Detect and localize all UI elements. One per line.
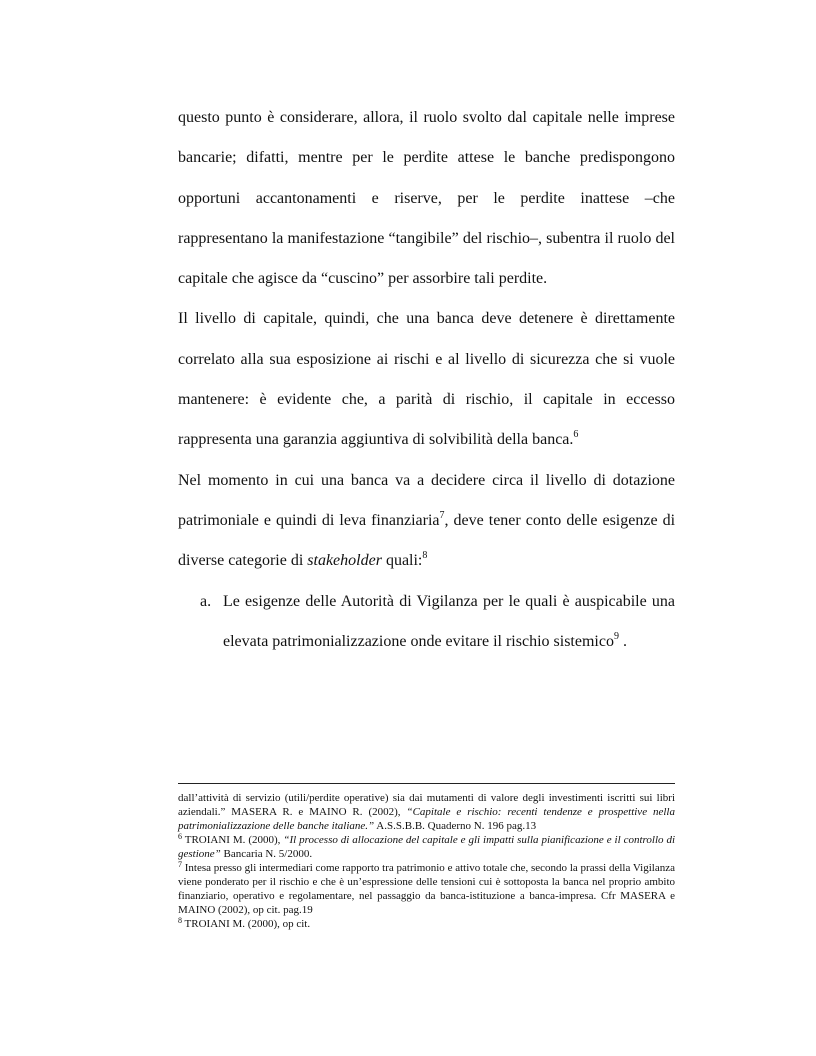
paragraph-text: Nel momento in cui una banca va a decidere circa il livello di dotazione patrimoniale e quindi di leva finanziaria <box>178 471 675 529</box>
list-item-text: Le esigenze delle Autorità di Vigilanza per le quali è auspicabile una elevata patrimonializzazione onde evitare il rischio sistemico <box>223 592 675 650</box>
main-text <box>178 98 675 662</box>
list-item-tail: . <box>618 632 627 650</box>
list-marker: a. <box>200 592 212 610</box>
paragraph-text: Il livello di capitale, quindi, che una banca deve detenere è direttamente correlato alla sua esposizione ai rischi e al livello di sicurezza che si vuole mantenere: è evidente che, a parità di rischio, il capitale in eccesso rappresenta una garanzia aggiuntiva di solvibilità della banca. <box>178 310 675 449</box>
paragraph <box>178 98 675 299</box>
footnote-text: Intesa presso gli intermediari come rapporto tra patrimonio e attivo totale che, secondo la prassi della Vigilanza viene ponderato per il rischio e che è un’espressione delle tensioni cui è sottoposta la banca nel proprio ambito finanziario, operativo e regolamentare, nel passaggio da banca-istituzione a banca-impresa. Cfr MASERA e MAINO (2002), op cit. pag.19 <box>178 862 675 916</box>
footnote-ref: 6 <box>573 429 579 441</box>
footnote-text: Bancaria N. 5/2000. <box>220 848 313 860</box>
paragraph <box>178 461 675 582</box>
footnote-italic: “Capitale e rischio: recenti tendenze e prospettive nella patrimonializzazione delle banche italiane.” <box>178 806 675 832</box>
paragraph <box>178 299 675 460</box>
footnote-text: TROIANI M. (2000), <box>182 834 284 846</box>
footnote-text: TROIANI M. (2000), op cit. <box>182 918 311 930</box>
footnote-ref: 8 <box>422 550 428 562</box>
footnote-text: A.S.S.B.B. Quaderno N. 196 pag.13 <box>374 820 537 832</box>
footnote-number: 6 <box>178 832 182 841</box>
footnote-8 <box>178 917 675 931</box>
paragraph-text: quali: <box>381 552 423 570</box>
footnote-text: dall’attività di servizio (utili/perdite operative) sia dai mutamenti di valore degli investimenti iscritti sui libri aziendali.” MASERA R. e MAINO R. (2002), <box>178 792 675 818</box>
footnote-number: 7 <box>178 860 182 869</box>
footnote-7 <box>178 861 675 917</box>
footnote-number: 8 <box>178 916 182 925</box>
italic-term: stakeholder <box>307 552 382 570</box>
stakeholder-list <box>178 582 675 663</box>
footnote-ref: 7 <box>439 509 445 521</box>
list-item <box>178 582 675 663</box>
paragraph-text: questo punto è considerare, allora, il ruolo svolto dal capitale nelle imprese bancarie; difatti, mentre per le perdite attese le banche predispongono opportuni accantonamenti e riserve, per le perdite inattese –che rappresentano la manifestazione “tangibile” del rischio–, subentra il ruolo del capitale che agisce da “cuscino” per assorbire tali perdite. <box>178 109 675 288</box>
footnote-ref: 9 <box>613 630 619 642</box>
footnotes <box>178 791 675 931</box>
footnote-6 <box>178 833 675 861</box>
paragraph-text: , deve tener conto delle esigenze di diverse categorie di <box>178 511 676 570</box>
footnote-continuation <box>178 791 675 833</box>
footnote-separator <box>178 783 675 784</box>
footnote-italic: “Il processo di allocazione del capitale e gli impatti sulla pianificazione e il controllo di gestione” <box>178 834 675 860</box>
